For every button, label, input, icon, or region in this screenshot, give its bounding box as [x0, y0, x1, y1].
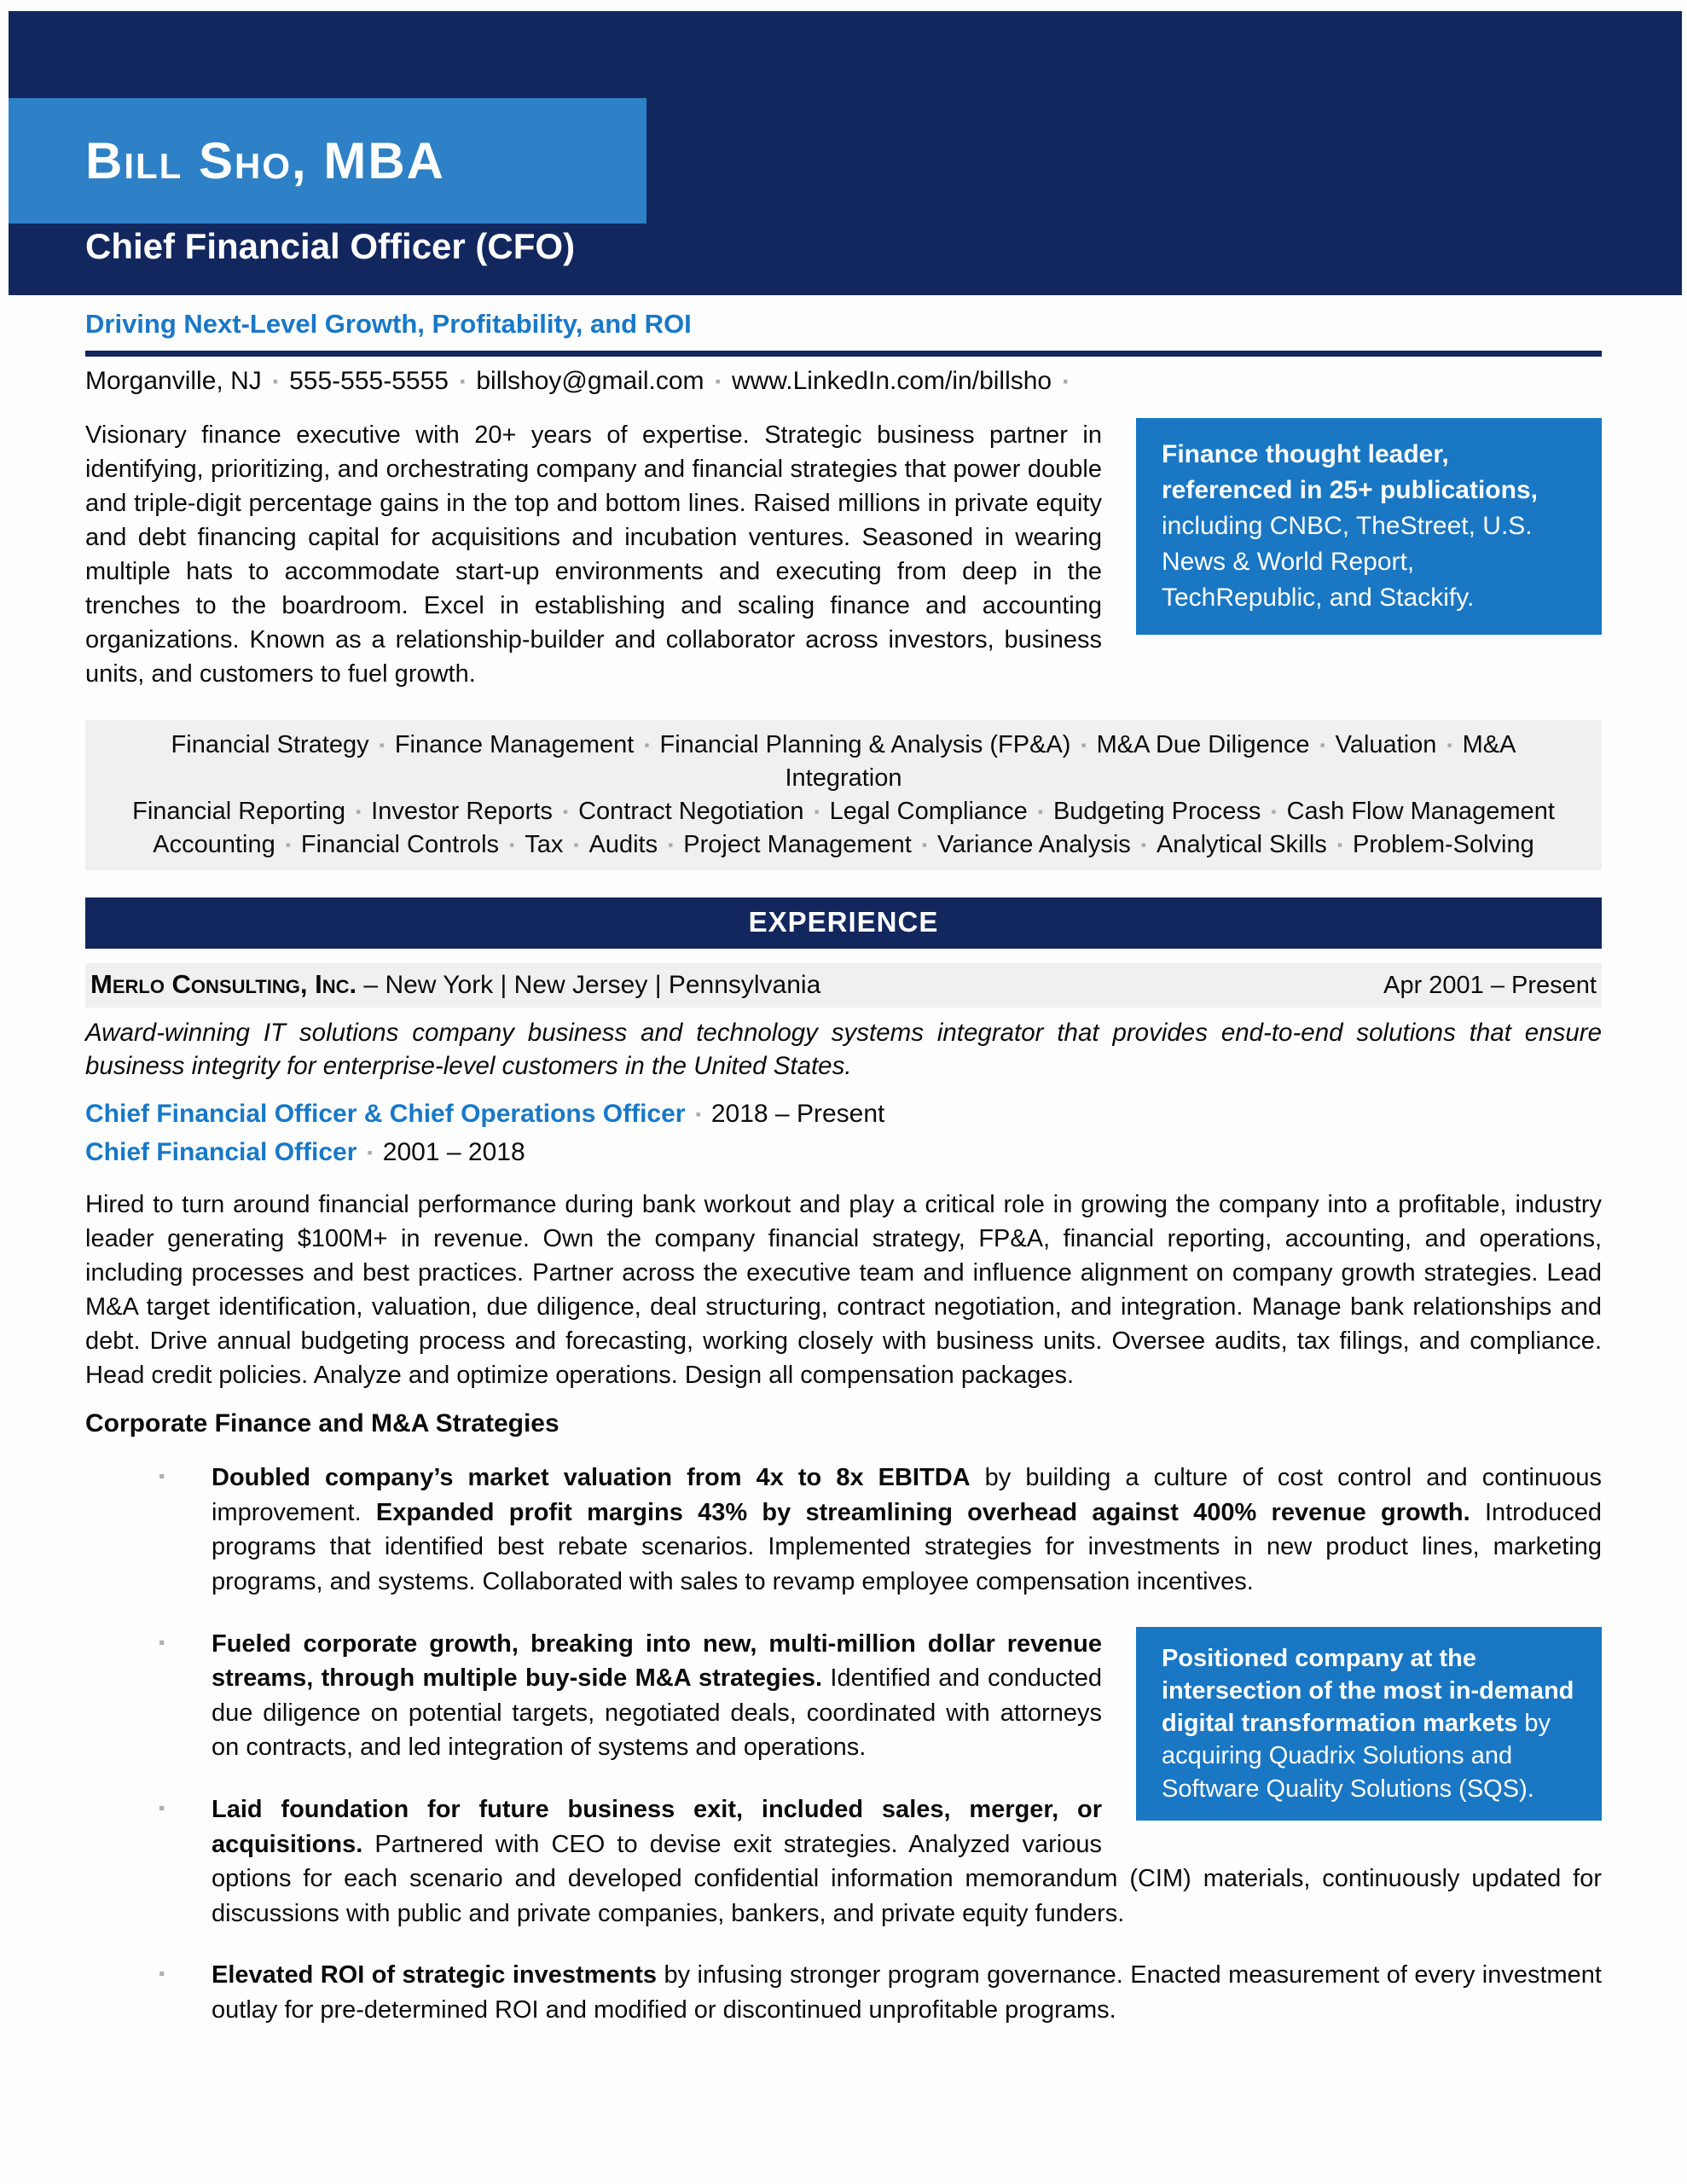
skills-box [85, 720, 1602, 869]
list-text: www.LinkedIn.com/in/billsho [731, 367, 1052, 395]
callout-publications [1136, 418, 1602, 635]
skills-row-2 [128, 795, 1559, 828]
bullet-square-icon: ▪ [159, 1632, 165, 1653]
list-text: Audits [588, 830, 658, 858]
list-text: Project Management [683, 830, 912, 858]
separator-icon: ▪ [355, 802, 362, 820]
skills-row-1 [128, 729, 1559, 795]
separator-icon: ▪ [573, 835, 579, 853]
separator-icon: ▪ [1271, 802, 1277, 820]
separator-icon: ▪ [1446, 736, 1452, 753]
list-text: Analytical Skills [1156, 830, 1327, 858]
list-text: Valuation [1335, 731, 1437, 759]
list-text: 555-555-5555 [289, 367, 449, 395]
list-text: M&A Integration [785, 731, 1516, 792]
role-titles [85, 1097, 1602, 1169]
separator-icon: ▪ [562, 802, 569, 820]
separator-icon: ▪ [715, 372, 721, 390]
company-description: Award-winning IT solutions company business and technology systems integrator that provides end-to-end solutions that ensure business integrity for enterprise-level customers in the United States. [85, 1018, 1602, 1081]
list-text: Financial Strategy [171, 731, 369, 759]
bullet-text: Identified and conducted due diligence on potential targets, negotiated deals, coordinated with attorneys on contracts, and led integration of systems and operations. [212, 1664, 1102, 1762]
separator-icon: ▪ [509, 835, 515, 853]
callout-acquisitions-bold: Positioned company at the intersection of the most in-demand digital transformation markets [1162, 1644, 1574, 1738]
callout-publications-bold: Finance thought leader, referenced in 25+ publications, [1162, 440, 1538, 504]
separator-icon: ▪ [1140, 835, 1146, 853]
company-row [85, 963, 1602, 1008]
company-name: Merlo Consulting, Inc. [90, 968, 357, 999]
company-dates: Apr 2001 – Present [1383, 971, 1597, 999]
section-header-experience: EXPERIENCE [85, 897, 1602, 949]
list-text: Finance Management [394, 731, 635, 759]
bullet-bold: Elevated ROI of strategic investments [212, 1961, 658, 1989]
list-text: Financial Reporting [132, 797, 345, 825]
summary-section [85, 418, 1602, 691]
summary-paragraph: Visionary finance executive with 20+ years of expertise. Strategic business partner in identifying, prioritizing, and orchestrating company and financial strategies that power double and triple-digit percentage gains in the top and bottom lines. Raised millions in private equity and debt financing capital for acquisitions and incubation ventures. Seasoned in wearing multiple hats to accommodate start-up environments and executing from deep in the trenches to the boardroom. Excel in establishing and scaling finance and accounting organizations. Known as a relationship-builder and collaborator across investors, business units, and customers to fuel growth. [85, 421, 1102, 688]
list-text: M&A Due Diligence [1096, 731, 1310, 759]
separator-icon: ▪ [921, 835, 928, 853]
separator-icon: ▪ [272, 372, 279, 390]
company-name-line [90, 969, 820, 1000]
list-text: Contract Negotiation [578, 797, 804, 825]
separator-icon: ▪ [1063, 372, 1069, 390]
separator-icon: ▪ [1081, 736, 1087, 753]
role-summary-paragraph: Hired to turn around financial performance during bank workout and play a critical role in growing the company into a profitable, industry leader generating $100M+ in revenue. Own the company financial strategy, FP&A, financial reporting, accounting, and operations, including processes and best practices. Partner across the executive team and influence alignment on company growth strategies. Lead M&A target identification, valuation, due diligence, deal structuring, contract negotiation, and integration. Manage bank relationships and debt. Drive annual budgeting process and forecasting, working closely with business units. Oversee audits, tax filings, and compliance. Head credit policies. Analyze and optimize operations. Design all compensation packages. [85, 1191, 1602, 1390]
divider-rule [85, 351, 1602, 357]
callout-publications-rest: including CNBC, TheStreet, U.S. News & World Report, TechRepublic, and Stackify. [1162, 512, 1533, 612]
list-text: Morganville, NJ [85, 367, 262, 395]
separator-icon: ▪ [285, 835, 291, 853]
bullet-square-icon: ▪ [159, 1467, 165, 1487]
separator-icon: ▪ [814, 802, 820, 820]
resume-body [0, 295, 1687, 2055]
list-text: Budgeting Process [1052, 797, 1261, 825]
list-text: billshoy@gmail.com [476, 367, 704, 395]
name-banner [9, 98, 646, 224]
separator-icon: ▪ [1319, 736, 1325, 753]
separator-icon: ▪ [668, 835, 674, 853]
list-text: Financial Planning & Analysis (FP&A) [659, 731, 1071, 759]
list-text: Financial Controls [300, 830, 500, 858]
contact-line [85, 367, 1602, 396]
list-text: Problem-Solving [1352, 830, 1534, 858]
list-text: Variance Analysis [937, 830, 1131, 858]
bullet-bold: Doubled company’s market valuation from 4x to 8x EBITDA [212, 1464, 971, 1492]
bullet-square-icon: ▪ [159, 1964, 165, 1984]
bullet-text: Introduced programs that identified best rebate scenarios. Implemented strategies for investments in new product lines, marketing programs, and systems. Collaborated with sales to revamp employee compensation incentives. [212, 1498, 1602, 1596]
list-text: Tax [525, 830, 564, 858]
skills-row-3 [128, 828, 1559, 862]
separator-icon: ▪ [644, 736, 650, 753]
separator-icon: ▪ [1037, 802, 1043, 820]
bullet-item [85, 1792, 1602, 1931]
bullet-item [85, 1461, 1602, 1599]
achievement-bullets [85, 1461, 1602, 2054]
subheading-corporate-finance: Corporate Finance and M&A Strategies [85, 1409, 559, 1438]
role-title: Chief Financial Officer [85, 1138, 357, 1167]
list-text: Accounting [153, 830, 275, 858]
list-text: Cash Flow Management [1286, 797, 1555, 825]
separator-icon: ▪ [459, 372, 466, 390]
list-text: Legal Compliance [829, 797, 1028, 825]
role-dates: 2001 – 2018 [382, 1138, 525, 1167]
role-title: Chief Financial Officer & Chief Operations Officer [85, 1100, 686, 1129]
bullet-text: by infusing stronger program governance. Enacted measurement of every investment outlay for pre-determined ROI and modified or discontinued unprofitable programs. [212, 1961, 1602, 2024]
role-title-line [85, 1097, 1602, 1130]
bullet-item [85, 1627, 1602, 1765]
bullet-item [85, 1958, 1602, 2027]
separator-icon: ▪ [1336, 835, 1342, 853]
separator-icon: ▪ [379, 736, 385, 753]
company-locations: – New York | New Jersey | Pennsylvania [357, 970, 821, 999]
bullet-square-icon: ▪ [159, 1798, 165, 1819]
header-banner [9, 11, 1682, 295]
bullet-bold: Fueled corporate growth, breaking into new, multi-million dollar revenue streams, through multiple buy-side M&A strategies. [212, 1629, 1102, 1693]
bullet-text: Partnered with CEO to devise exit strategies. Analyzed various options for each scenario and developed confidential information memorandum (CIM) materials, continuously updated for discussions with public and private companies, bankers, and private equity funders. [212, 1830, 1602, 1927]
list-text: Investor Reports [371, 797, 553, 825]
role-dates: 2018 – Present [710, 1100, 885, 1129]
role-title-line [85, 1136, 1602, 1169]
separator-icon: ▪ [367, 1143, 373, 1161]
separator-icon: ▪ [695, 1105, 701, 1123]
bullet-bold: Laid foundation for future business exit, included sales, merger, or acquisitions. [212, 1796, 1102, 1858]
candidate-title: Chief Financial Officer (CFO) [85, 226, 576, 266]
candidate-name: Bill Sho, MBA [85, 132, 445, 189]
bullet-text: by building a culture of cost control and continuous improvement. [212, 1464, 1602, 1526]
bullet-bold: Expanded profit margins 43% by streamlining overhead against 400% revenue growth. [375, 1498, 1470, 1526]
tagline: Driving Next-Level Growth, Profitability, and ROI [85, 309, 692, 339]
callout-acquisitions-rest: by acquiring Quadrix Solutions and Software Quality Solutions (SQS). [1162, 1710, 1551, 1803]
